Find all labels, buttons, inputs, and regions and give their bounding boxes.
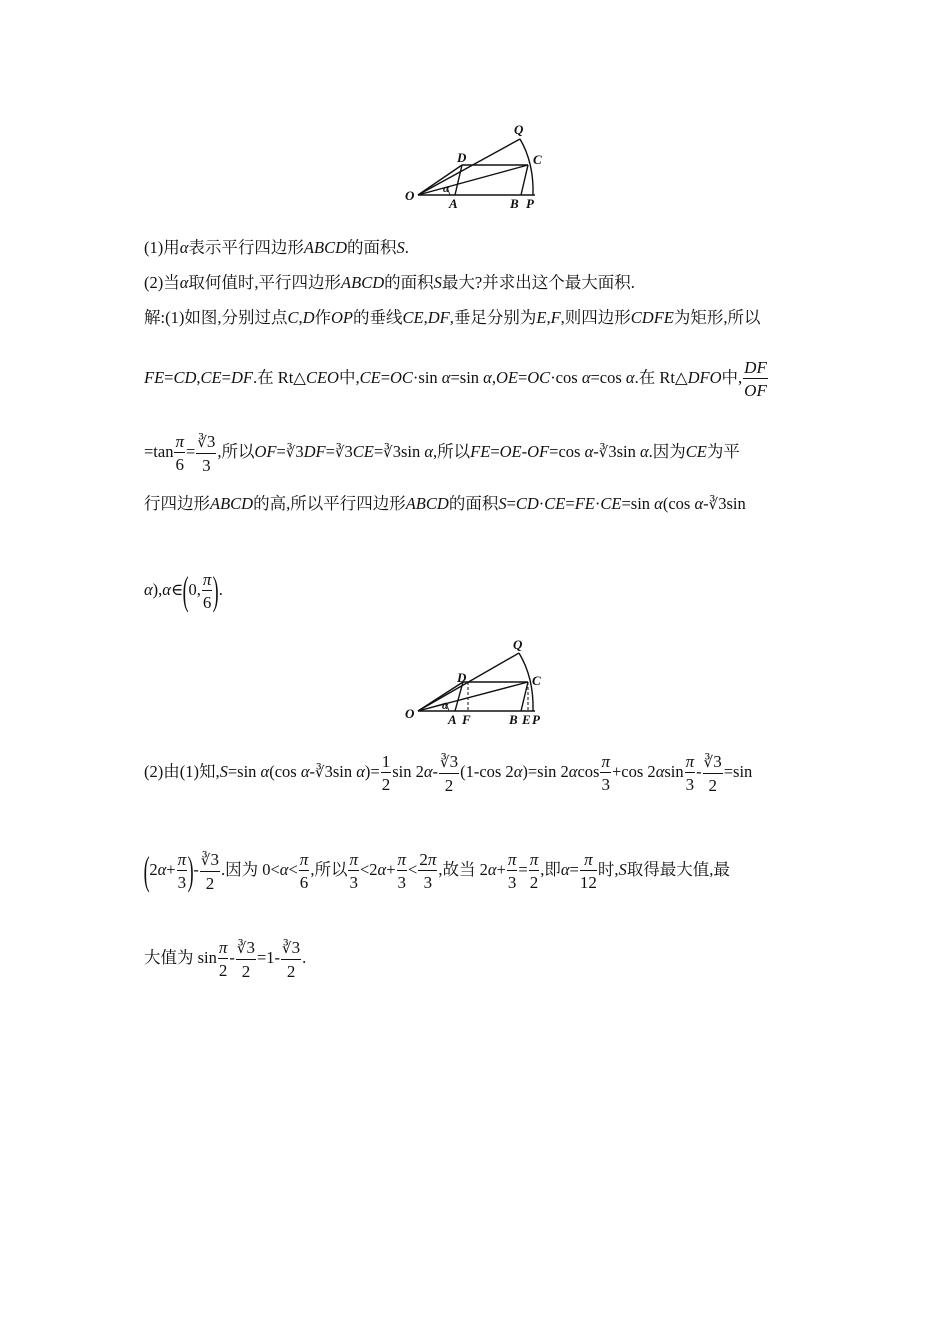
label-C: C bbox=[533, 152, 542, 167]
solution-line-5: α),α∈(0, $\frac{\pi}{6}$ ). bbox=[144, 568, 223, 614]
label-Q: Q bbox=[513, 637, 523, 652]
label-B: B bbox=[509, 712, 518, 727]
label-alpha: α bbox=[442, 700, 449, 712]
label-B: B bbox=[510, 196, 519, 211]
figure-2-diagram bbox=[398, 632, 558, 732]
solution-line-2: FE=CD,CE=DF.在 Rt△CEO中,CE=OC·sin α=sin α,OE=OC·cos α=cos α.在 Rt△DFO中, $\frac{DF}{OF}$ bbox=[144, 358, 767, 401]
label-F: F bbox=[462, 712, 471, 727]
label-P: P bbox=[526, 196, 534, 211]
figure-1-diagram bbox=[398, 118, 558, 218]
label-D: D bbox=[457, 150, 467, 165]
label-C: C bbox=[532, 673, 541, 688]
label-alpha: α bbox=[443, 183, 450, 195]
solution-line-3: =tan $\frac{\pi}{6}$ = $\frac{∛3}{3}$ ,所以OF=∛3DF=∛3CE=∛3sin α,所以FE=OE-OF=cos α-∛3sin α.因为CE为平 bbox=[144, 431, 740, 475]
label-P: P bbox=[532, 712, 540, 727]
solution-line-6: (2)由(1)知,S=sin α(cos α-∛3sin α)= $\frac{1}{2}$ sin 2α- $\frac{∛3}{2}$ (1-cos 2α)=sin 2αcos $\frac{\pi}{3}$ +cos 2αsin $\frac{\pi}{3}$ - $\frac{∛3}{2}$ =sin bbox=[144, 751, 753, 795]
solution-line-7: (2α+ $\frac{\pi}{3}$ )- $\frac{∛3}{2}$ .因为 0<α< $\frac{\pi}{6}$ ,所以 $\frac{\pi}{3}$ <2α+ $\frac{\pi}{3}$ < $\frac{2\pi}{3}$ ,故当 2α+ $\frac{\pi}{3}$ = $\frac{\pi}{2}$ ,即α= $\frac{\pi}{12}$ 时,S取得最大值,最 bbox=[143, 848, 730, 894]
label-A: A bbox=[448, 712, 457, 727]
question-2: (2)当α取何值时,平行四边形ABCD的面积S最大?并求出这个最大面积. bbox=[144, 273, 635, 292]
question-1: (1)用α表示平行四边形ABCD的面积S. bbox=[144, 238, 409, 257]
solution-line-8: 大值为 sin $\frac{\pi}{2}$ - $\frac{∛3}{2}$ =1- $\frac{∛3}{2}$ . bbox=[144, 937, 307, 981]
label-E: E bbox=[522, 712, 531, 727]
label-O: O bbox=[405, 706, 415, 721]
label-Q: Q bbox=[514, 122, 524, 137]
label-O: O bbox=[405, 188, 415, 203]
solution-line-4: 行四边形ABCD的高,所以平行四边形ABCD的面积S=CD·CE=FE·CE=sin α(cos α-∛3sin bbox=[144, 494, 746, 513]
solution-line-1: 解:(1)如图,分别过点C,D作OP的垂线CE,DF,垂足分别为E,F,则四边形CDFE为矩形,所以 bbox=[144, 308, 761, 327]
label-D: D bbox=[457, 670, 467, 685]
label-A: A bbox=[449, 196, 458, 211]
